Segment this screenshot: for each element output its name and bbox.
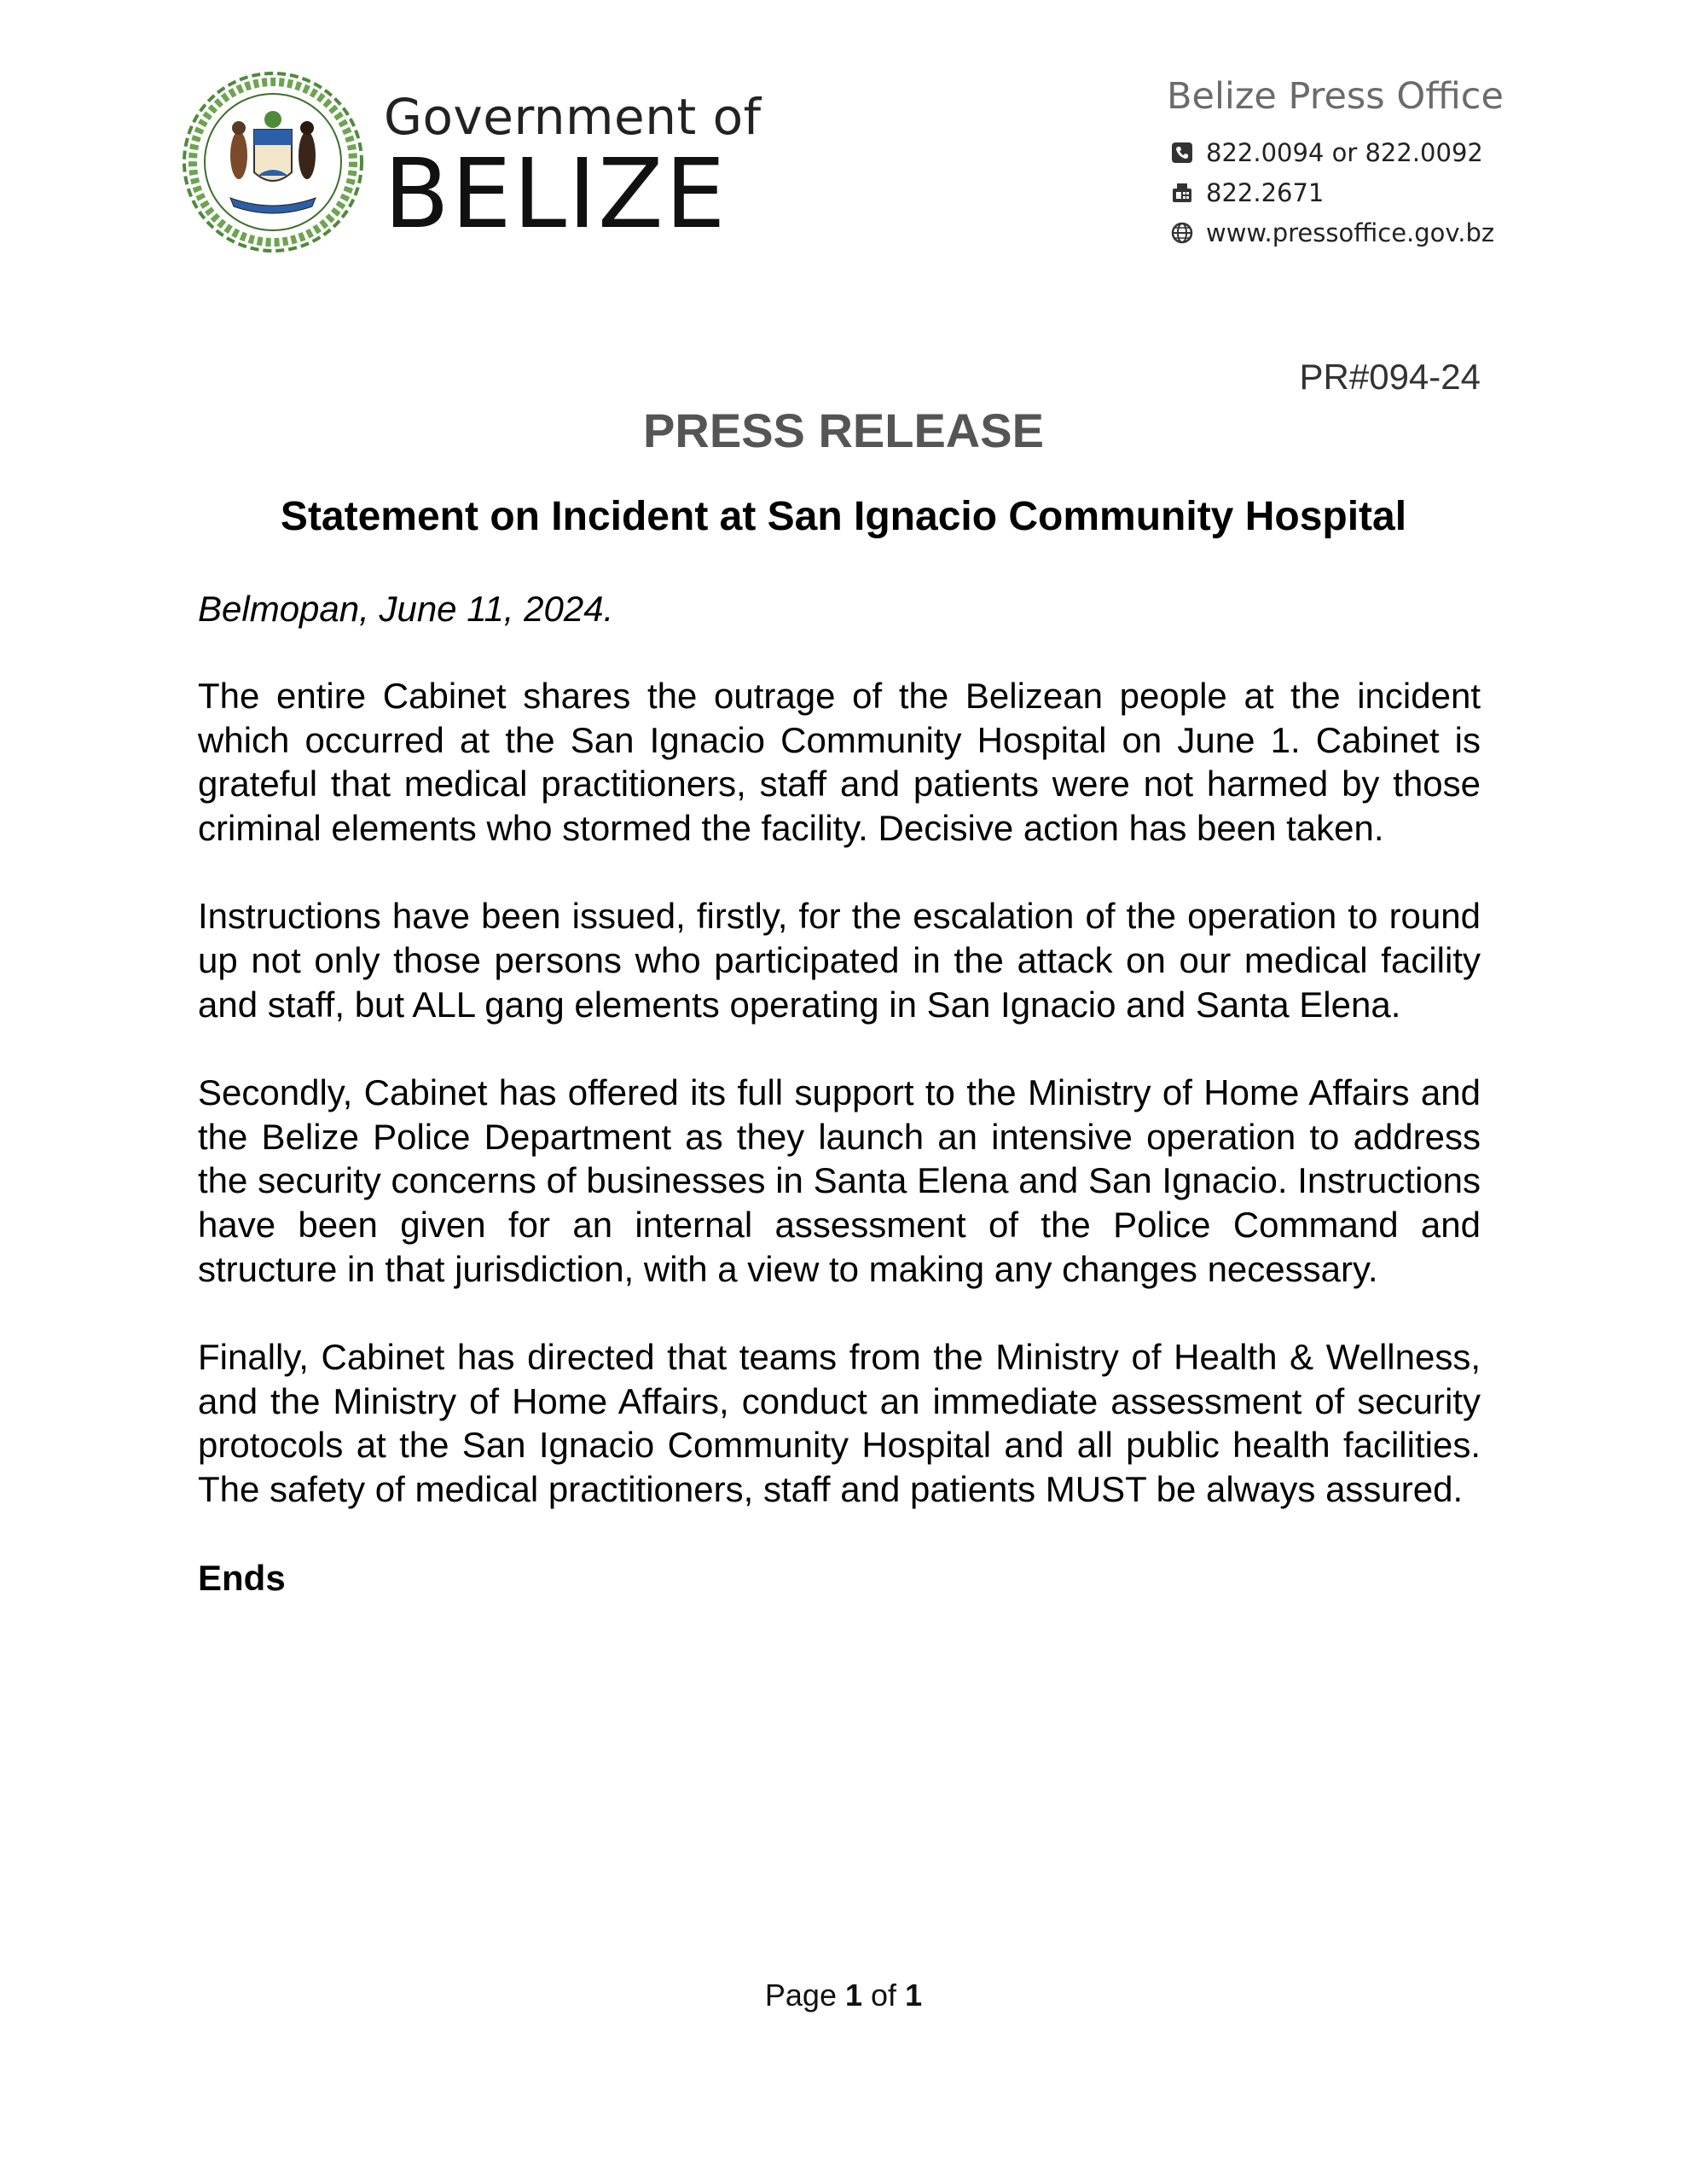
press-office-phone: 822.0094 or 822.0092 (1206, 137, 1483, 167)
page-total: 1 (905, 1978, 923, 2013)
page-current: 1 (844, 1978, 863, 2013)
globe-icon (1170, 221, 1194, 245)
body-paragraph-4: Finally, Cabinet has directed that teams from the Ministry of Health & Wellness, and the Ministry of Home Affairs, conduct an immediate assessment of security protocols at the San Ignacio Community Hospital and all public health facilities. The safety of medical practitioners, staff and patients MUST be always assured. (198, 1337, 1481, 1509)
press-office-website-link[interactable]: www.pressoffice.gov.bz (1206, 218, 1495, 247)
government-of-belize-logotype (384, 88, 762, 250)
press-office-phone-row (1167, 132, 1644, 172)
logo-line-belize: BELIZE (384, 139, 728, 250)
press-office-website-row (1167, 212, 1644, 253)
belize-coat-of-arms-seal (181, 70, 365, 254)
press-release-number: PR#094-24 (1299, 357, 1481, 397)
press-release-body (198, 587, 1481, 1636)
dateline: Belmopan, June 11, 2024. (198, 589, 614, 629)
body-paragraph-3: Secondly, Cabinet has offered its full support to the Ministry of Home Affairs and the Belize Police Department as they launch an intensive operation to address the security concerns of businesses in Santa Elena and San Ignacio. Instructions have been given for an internal assessment of the Police Command and structure in that jurisdiction, with a view to making any changes necessary. (198, 1072, 1481, 1289)
press-office-contact-block (1167, 75, 1644, 253)
press-office-title: Belize Press Office (1167, 75, 1504, 118)
press-release-subtitle: Statement on Incident at San Ignacio Community Hospital (280, 494, 1407, 539)
press-release-heading: PRESS RELEASE (643, 404, 1044, 457)
body-paragraph-2: Instructions have been issued, firstly, for the escalation of the operation to round up not only those persons who participated in the attack on our medical facility and staff, but ALL gang elements operating in San Ignacio and Santa Elena. (198, 896, 1481, 1025)
logo-line-government-of: Government of (384, 88, 762, 146)
fax-icon (1170, 181, 1194, 205)
press-office-fax: 822.2671 (1206, 177, 1325, 207)
of-word: of (871, 1978, 897, 2013)
press-office-fax-row (1167, 172, 1644, 212)
page-number-footer (0, 1978, 1687, 2013)
phone-icon (1170, 141, 1194, 165)
closing-ends: Ends (198, 1557, 286, 1598)
page-word: Page (764, 1978, 837, 2013)
body-paragraph-1: The entire Cabinet shares the outrage of the Belizean people at the incident which occurred at the San Ignacio Community Hospital on June 1. Cabinet is grateful that medical practitioners, staff and patients were not harmed by those criminal elements who stormed the facility. Decisive action has been taken. (198, 676, 1481, 848)
